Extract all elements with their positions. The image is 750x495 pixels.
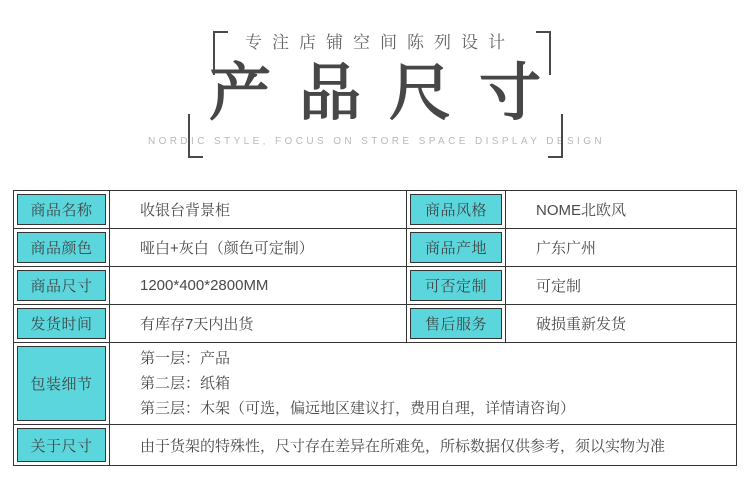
spec-row-name-style [14,191,736,229]
spec-label-cell-product-color [14,229,110,266]
spec-value-product-origin: 广东广州 [536,240,597,257]
spec-row-size-note [14,425,736,465]
spec-label-cell-packaging-details [14,343,110,424]
spec-label-cell-product-size [14,267,110,304]
spec-label-product-color: 商品颜色 [17,232,106,263]
spec-label-cell-product-style [407,191,506,228]
spec-value-customizable: 可定制 [536,278,582,295]
spec-label-cell-product-origin [407,229,506,266]
spec-label-cell-shipping-time [14,305,110,342]
bracket-bottom-left-decoration [188,114,203,158]
spec-value-product-name: 收银台背景柜 [110,191,407,228]
spec-value-shipping-time: 有库存7天内出货 [110,305,407,342]
bracket-top-right-decoration [536,31,551,75]
spec-value-after-sales: 破损重新发货 [536,316,627,333]
spec-label-shipping-time: 发货时间 [17,308,106,339]
spec-label-packaging-details: 包装细节 [17,346,106,421]
spec-label-customizable: 可否定制 [410,270,502,301]
brand-slogan: 专注店铺空间陈列设计 [245,33,515,52]
spec-label-cell-size-note [14,425,110,465]
spec-label-after-sales: 售后服务 [410,308,502,339]
spec-label-cell-customizable [407,267,506,304]
spec-value-product-color: 哑白+灰白（颜色可定制） [110,229,407,266]
page-title: 产品尺寸 [208,59,569,128]
packaging-layer-3: 第三层：木架（可选，偏远地区建议打，费用自理，详情请咨询） [140,400,576,417]
spec-value-size-note: 由于货架的特殊性，尺寸存在差异在所难免，所标数据仅供参考，须以实物为准 [140,437,666,455]
header [0,0,750,160]
spec-label-size-note: 关于尺寸 [17,428,106,462]
spec-row-shipping-aftersales [14,305,736,343]
bracket-bottom-right-decoration [548,114,563,158]
spec-label-product-style: 商品风格 [410,194,502,225]
bracket-top-left-decoration [213,31,228,75]
spec-value-product-style: NOME北欧风 [536,202,627,219]
spec-label-cell-product-name [14,191,110,228]
spec-row-size-custom [14,267,736,305]
packaging-layer-2: 第二层：纸箱 [140,375,231,392]
page-subtitle: NORDIC STYLE, FOCUS ON STORE SPACE DISPLAY DESIGN [147,136,606,147]
spec-label-product-name: 商品名称 [17,194,106,225]
spec-row-color-origin [14,229,736,267]
spec-value-packaging-details [110,343,736,424]
spec-table [13,190,737,466]
packaging-layer-1: 第一层：产品 [140,350,231,367]
spec-row-packaging-details [14,343,736,425]
spec-value-product-size: 1200*400*2800MM [110,267,407,304]
spec-label-product-origin: 商品产地 [410,232,502,263]
spec-label-product-size: 商品尺寸 [17,270,106,301]
spec-label-cell-after-sales [407,305,506,342]
